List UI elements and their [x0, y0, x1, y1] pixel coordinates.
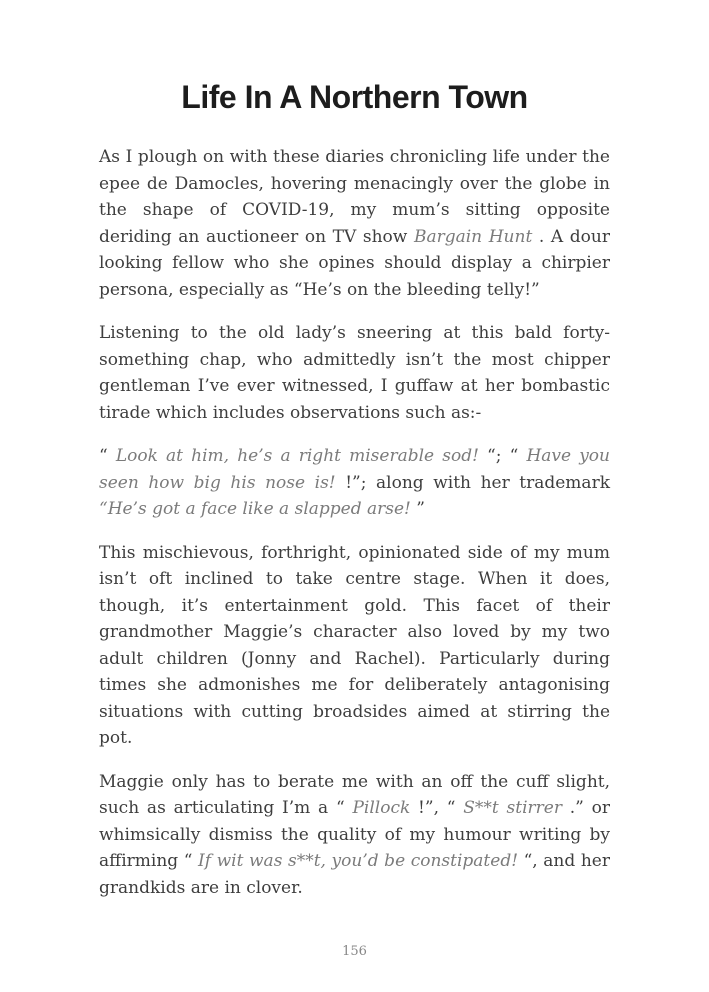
italic-quote: “He’s got a face like a slapped arse! — [99, 499, 411, 519]
italic-quote: Bargain Hunt — [413, 226, 533, 247]
italic-quote: Have you seen how big his nose is! — [99, 446, 610, 493]
text-segment: “; “ — [478, 446, 527, 466]
text-segment: This mischievous, forthright, opinionated side of my mum isn’t oft inclined to take centre stage. When it does, though, it’s entertainment gold. This facet of their grandmother Maggie’s character also loved by my two adult children (Jonny and Rachel). Particularly during times she admonishes me for deliberately antagonising situations with cutting broadsides aimed at stirring the pot. — [99, 542, 610, 748]
text-segment: . A dour looking fellow who she opines should display a chirpier persona, especially as “He’s on the bleeding telly!” — [99, 226, 610, 300]
page-number: 156 — [342, 944, 367, 959]
italic-quote: Pillock — [352, 798, 411, 818]
paragraph — [99, 540, 610, 752]
text-segment: .” or whimsically dismiss the quality of my humour writing by affirming “ — [99, 798, 610, 871]
italic-quote: Look at him, he’s a right miserable sod! — [115, 446, 479, 466]
text-segment: ” — [410, 499, 425, 519]
text-segment: “ — [99, 446, 116, 466]
text-segment: Listening to the old lady’s sneering at this bald forty-something chap, who admittedly isn’t the most chipper gentleman I’ve ever witnessed, I guffaw at her bombastic tirade which includes observations such as:- — [99, 323, 610, 423]
text-segment: Maggie only has to berate me with an off the cuff slight, such as articulating I’m a “ — [99, 771, 610, 818]
page-footer — [0, 940, 709, 959]
body-text — [99, 144, 610, 901]
paragraph — [99, 769, 610, 902]
italic-quote: S**t stirrer — [463, 798, 562, 818]
text-segment: “, and her grandkids are in clover. — [99, 851, 610, 898]
text-segment: !”, “ — [410, 798, 464, 818]
paragraph — [99, 144, 610, 303]
italic-quote: If wit was s**t, you’d be constipated! — [198, 851, 519, 871]
text-segment: !”; along with her trademark — [335, 472, 610, 493]
text-segment: As I plough on with these diaries chronicling life under the epee de Damocles, hovering menacingly over the globe in the shape of COVID-19, my mum’s sitting opposite deriding an auctioneer on TV show — [99, 147, 610, 247]
paragraph — [99, 320, 610, 426]
paragraph — [99, 443, 610, 523]
page-title: Life In A Northern Town — [181, 79, 528, 115]
